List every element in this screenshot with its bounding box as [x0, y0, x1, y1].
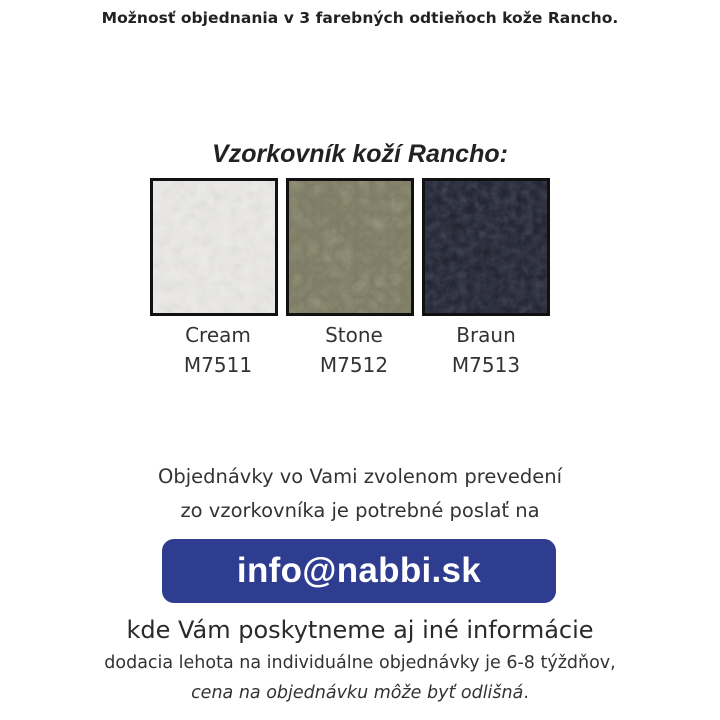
swatch-label-cream [154, 320, 282, 380]
email-button[interactable] [162, 539, 556, 603]
swatch-label-stone [290, 320, 418, 380]
price-line [0, 683, 720, 703]
info-line: kde Vám poskytneme aj iné informácie [126, 616, 594, 644]
cream-leather-texture [153, 181, 275, 313]
headline: Možnosť objednania v 3 farebných odtieňoch kože Rancho. [101, 9, 619, 27]
price-note: cena na objednávku môže byť odlišná [191, 683, 524, 703]
swatch-name-stone: Stone [325, 323, 383, 347]
swatch-code-cream: M7511 [183, 353, 253, 377]
stone-leather-texture [289, 181, 411, 313]
swatch-row [150, 178, 550, 318]
price-line-period: . [523, 683, 529, 703]
swatch-code-braun: M7513 [451, 353, 521, 377]
swatch-label-braun [422, 320, 550, 380]
swatch-cream [150, 178, 278, 316]
swatch-braun [422, 178, 550, 316]
swatch-name-braun: Braun [456, 323, 516, 347]
braun-leather-texture [425, 181, 547, 313]
order-instruction-line-2: zo vzorkovníka je potrebné poslať na [180, 499, 540, 522]
swatch-name-cream: Cream [185, 323, 251, 347]
sample-title: Vzorkovník koží Rancho: [212, 140, 508, 168]
order-instruction-line-1: Objednávky vo Vami zvolenom prevedení [157, 465, 562, 488]
swatch-code-stone: M7512 [319, 353, 389, 377]
swatch-stone [286, 178, 414, 316]
email-label: info@nabbi.sk [236, 551, 482, 590]
delivery-line: dodacia lehota na individuálne objednávky je 6-8 týždňov, [104, 653, 616, 673]
